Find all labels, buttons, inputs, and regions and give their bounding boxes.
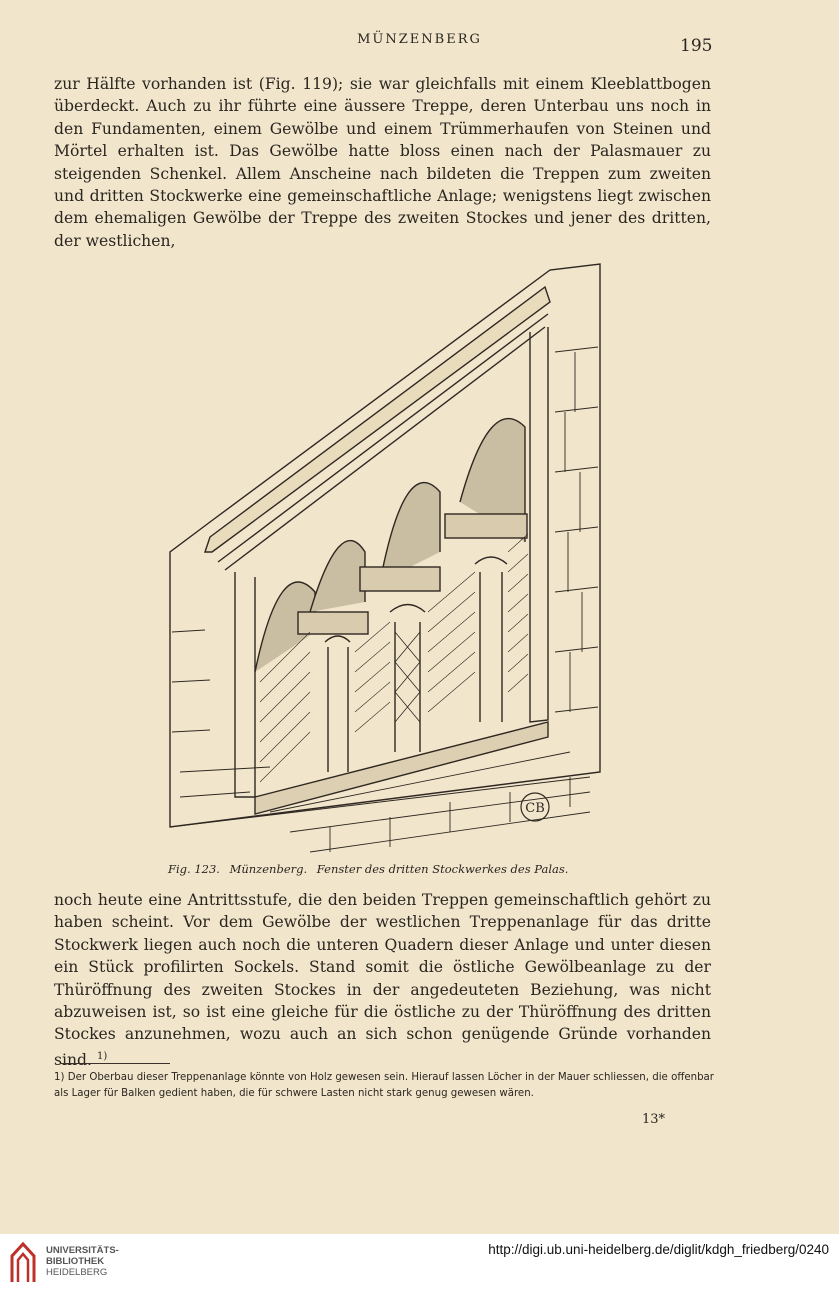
signature-mark: 13* (642, 1112, 666, 1127)
paragraph-1: zur Hälfte vorhanden ist (Fig. 119); sie war gleichfalls mit einem Kleeblattbogen überdeckt. Auch zu ihr führte eine äussere Treppe, deren Unterbau uns noch in den Fundamenten, einem Gewölbe und einem Trümmerhaufen von Steinen und Mörtel erhalten ist. Das Gewölbe hatte bloss einen nach der Palasmauer zu steigenden Schenkel. Allem Anscheine nach bildeten die Treppen zum zweiten und dritten Stockwerke eine gemeinschaftliche Anlage; wenigstens liegt zwischen dem ehemaligen Gewölbe der Treppe des zweiten Stockes und jener des dritten, der westlichen, (54, 75, 711, 250)
footnote-marker: 1) (96, 1050, 108, 1062)
paragraph-2-text: noch heute eine Antrittsstufe, die den beiden Treppen gemeinschaftlich gehört zu haben scheint. Vor dem Gewölbe der westlichen Treppenanlage für das dritte Stockwerk liegen auch noch die unteren Quadern dieser Anlage und unter diesen ein Stück profilirten Sockels. Stand somit die östliche Gewölbeanlage zu der Thüröffnung des zweiten Stockes in der angedeuteten Beziehung, was nicht abzuweisen ist, so ist eine gleiche für die östliche zu der Thüröffnung des dritten Stockes anzunehmen, wozu auch an sich schon genügende Gründe vorhanden sind. (54, 891, 711, 1070)
page-number: 195 (680, 36, 713, 56)
paragraph-2 (54, 889, 711, 1071)
figure-place: Münzenberg. (229, 862, 308, 876)
library-name: UNIVERSITÄTS- BIBLIOTHEK HEIDELBERG (46, 1245, 119, 1278)
library-logo-icon (8, 1238, 38, 1286)
footnote: 1) Der Oberbau dieser Treppenanlage könnte von Holz gewesen sein. Hierauf lassen Löcher in der Mauer schliessen, die offenbar als Lager für Balken gedient haben, die für schwere Lasten nicht stark genug gewesen wären. (54, 1072, 714, 1099)
permalink-url[interactable]: http://digi.ub.uni-heidelberg.de/diglit/kdgh_friedberg/0240 (488, 1242, 829, 1257)
figure-title: Fenster des dritten Stockwerkes des Palas. (316, 862, 569, 876)
window-illustration (150, 252, 620, 868)
running-title: MÜNZENBERG (357, 32, 482, 47)
illustrator-monogram: CB (525, 801, 545, 816)
figure-caption (168, 862, 638, 876)
figure-number: Fig. 123. (168, 862, 220, 876)
footnote-rule (60, 1063, 170, 1064)
